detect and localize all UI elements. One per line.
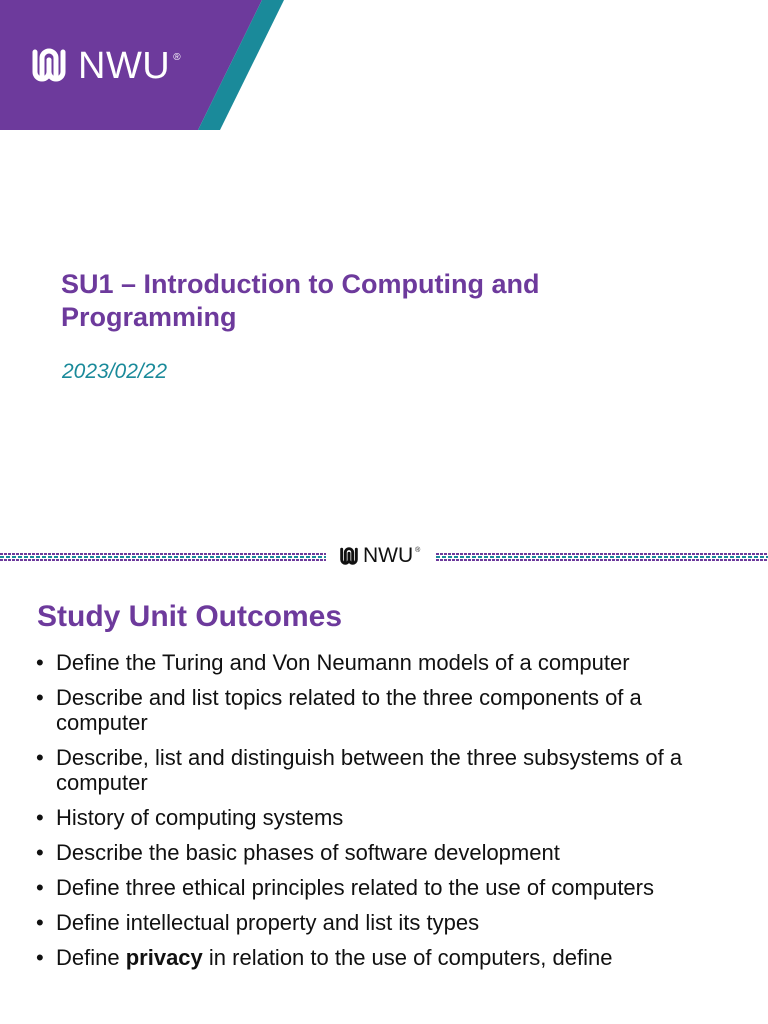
- outcome-text: Describe and list topics related to the three components of a computer: [56, 685, 642, 735]
- bullet: •: [36, 745, 44, 770]
- list-item: [36, 745, 736, 795]
- list-item: [36, 805, 736, 830]
- list-item: [36, 650, 736, 675]
- outcome-text: Define the Turing and Von Neumann models of a computer: [56, 650, 630, 675]
- nwu-logo: [28, 46, 181, 86]
- outcome-text-before: Define: [56, 945, 126, 970]
- list-item: [36, 685, 736, 735]
- bullet: •: [36, 650, 44, 675]
- slide-title: SU1 – Introduction to Computing and Programming: [61, 269, 540, 332]
- list-item: [36, 840, 736, 865]
- divider-pattern-left-inner: [0, 556, 326, 558]
- outcome-text: Describe, list and distinguish between the three subsystems of a computer: [56, 745, 683, 795]
- registered-mark: ®: [173, 51, 181, 63]
- nwu-emblem-icon: [28, 46, 70, 86]
- section-heading: Study Unit Outcomes: [37, 600, 343, 633]
- list-item: [36, 875, 736, 900]
- outcome-text: History of computing systems: [56, 805, 344, 830]
- outcome-text: Define intellectual property and list its types: [56, 910, 480, 935]
- outcomes-list: [36, 650, 736, 980]
- logo-wordmark: NWU: [78, 45, 171, 87]
- bullet: •: [36, 805, 44, 830]
- slide-divider: [0, 544, 768, 568]
- outcome-text: Describe the basic phases of software development: [56, 840, 560, 865]
- divider-pattern-left: [0, 553, 326, 561]
- registered-mark-small: ®: [415, 546, 421, 554]
- outcome-text-after: in relation to the use of computers, define: [202, 945, 613, 970]
- nwu-emblem-icon: [338, 546, 360, 567]
- bullet: •: [36, 840, 44, 865]
- nwu-logo-small: [338, 544, 420, 568]
- bullet: •: [36, 875, 44, 900]
- bullet: •: [36, 685, 44, 710]
- logo-wordmark-small: NWU: [363, 544, 414, 567]
- bullet: •: [36, 910, 44, 935]
- outcome-text-bold: privacy: [125, 945, 203, 970]
- list-item: [36, 945, 736, 970]
- slide-date: 2023/02/22: [62, 360, 168, 383]
- outcome-text: Define three ethical principles related to the use of computers: [56, 875, 654, 900]
- divider-pattern-right-inner: [436, 556, 768, 558]
- divider-pattern-right: [436, 553, 768, 561]
- list-item: [36, 910, 736, 935]
- bullet: •: [36, 945, 44, 970]
